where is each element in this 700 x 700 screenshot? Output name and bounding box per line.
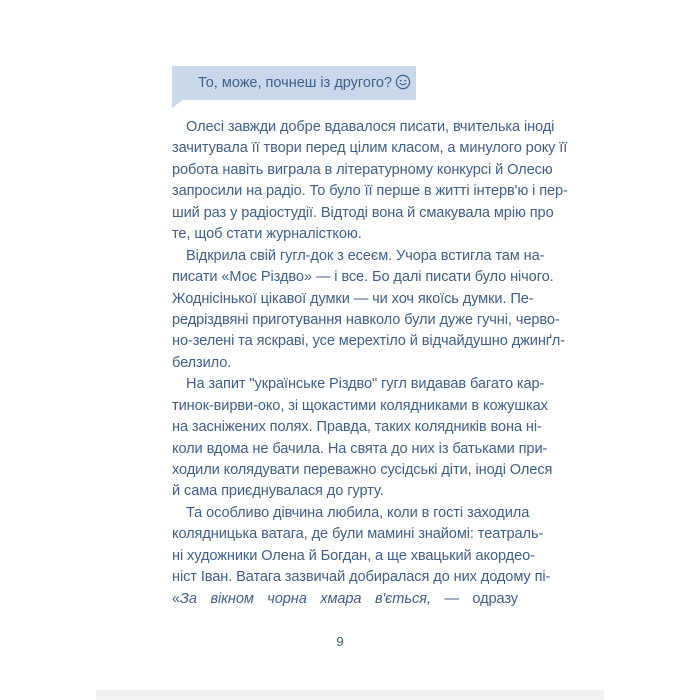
text-line: ходили колядувати переважно сусідські діти, іноді Олеся [172,462,553,478]
text-line: колядницька ватага, де були мамині знайомі: театраль- [172,526,544,543]
speech-bubble [172,66,416,100]
smiley-icon [395,74,411,95]
text-line: На запит "українське Різдво" гугл видавав багато кар- [186,376,545,393]
text-line: ніст Іван. Ватага зазвичай добиралася до них додому пі- [172,569,551,586]
italic-quote: За вікном чорна хмара в'ється, [180,590,431,607]
body-text [172,117,568,610]
text-line-final [172,589,518,610]
text-line: Олесі завжди добре вдавалося писати, вчителька іноді [186,119,555,135]
text-line: запросили на радіо. То було її перше в житті інтерв'ю і пер- [172,183,568,200]
speech-bubble-text [198,74,411,95]
text-line: на засніжених полях. Правда, таких колядників вона ні- [172,419,542,436]
text-line: писати «Моє Різдво» — і все. Бо далі писати було нічого. [172,269,554,286]
text-line: ший раз у радіостудії. Відтоді вона й смакувала мрію про [172,204,554,221]
quote-prefix: « [172,590,181,607]
text-line: ні художники Олена й Богдан, а ще хвацький акордео- [172,547,535,564]
page-bottom-edge [96,690,604,700]
text-line: но-зелені та яскраві, усе мерехтіло й відчайдушно джинґл- [172,333,565,350]
speech-bubble-tail [172,99,184,108]
text-line: зачитувала її твори перед цілим класом, а минулого року її [172,140,568,157]
text-line: белзило. [172,354,232,371]
text-line: Відкрила свій гугл-док з есеєм. Учора встигла там на- [186,247,545,264]
text-line: те, щоб стати журналісткою. [172,226,362,243]
text-line: Жоднісінької цікавої думки — чи хоч якоїсь думки. Пе- [172,290,534,307]
text-line: й сама приєднувалася до гурту. [172,483,384,500]
text-line: коли вдома не бачила. На свята до них із батьками при- [172,440,548,457]
text-line: робота навіть виграла в літературному конкурсі й Олесю [172,161,553,178]
quote-suffix: — одразу [430,590,518,607]
text-line: тинок-вирви-око, зі щокастими колядниками в кожушках [172,397,548,414]
text-line: Та особливо дівчина любила, коли в гості заходила [186,504,530,521]
speech-bubble-label: То, може, почнеш із другого? [198,75,393,91]
page-number: 9 [336,634,344,649]
text-line: редріздвяні приготування навколо були дуже гучні, черво- [172,311,560,328]
